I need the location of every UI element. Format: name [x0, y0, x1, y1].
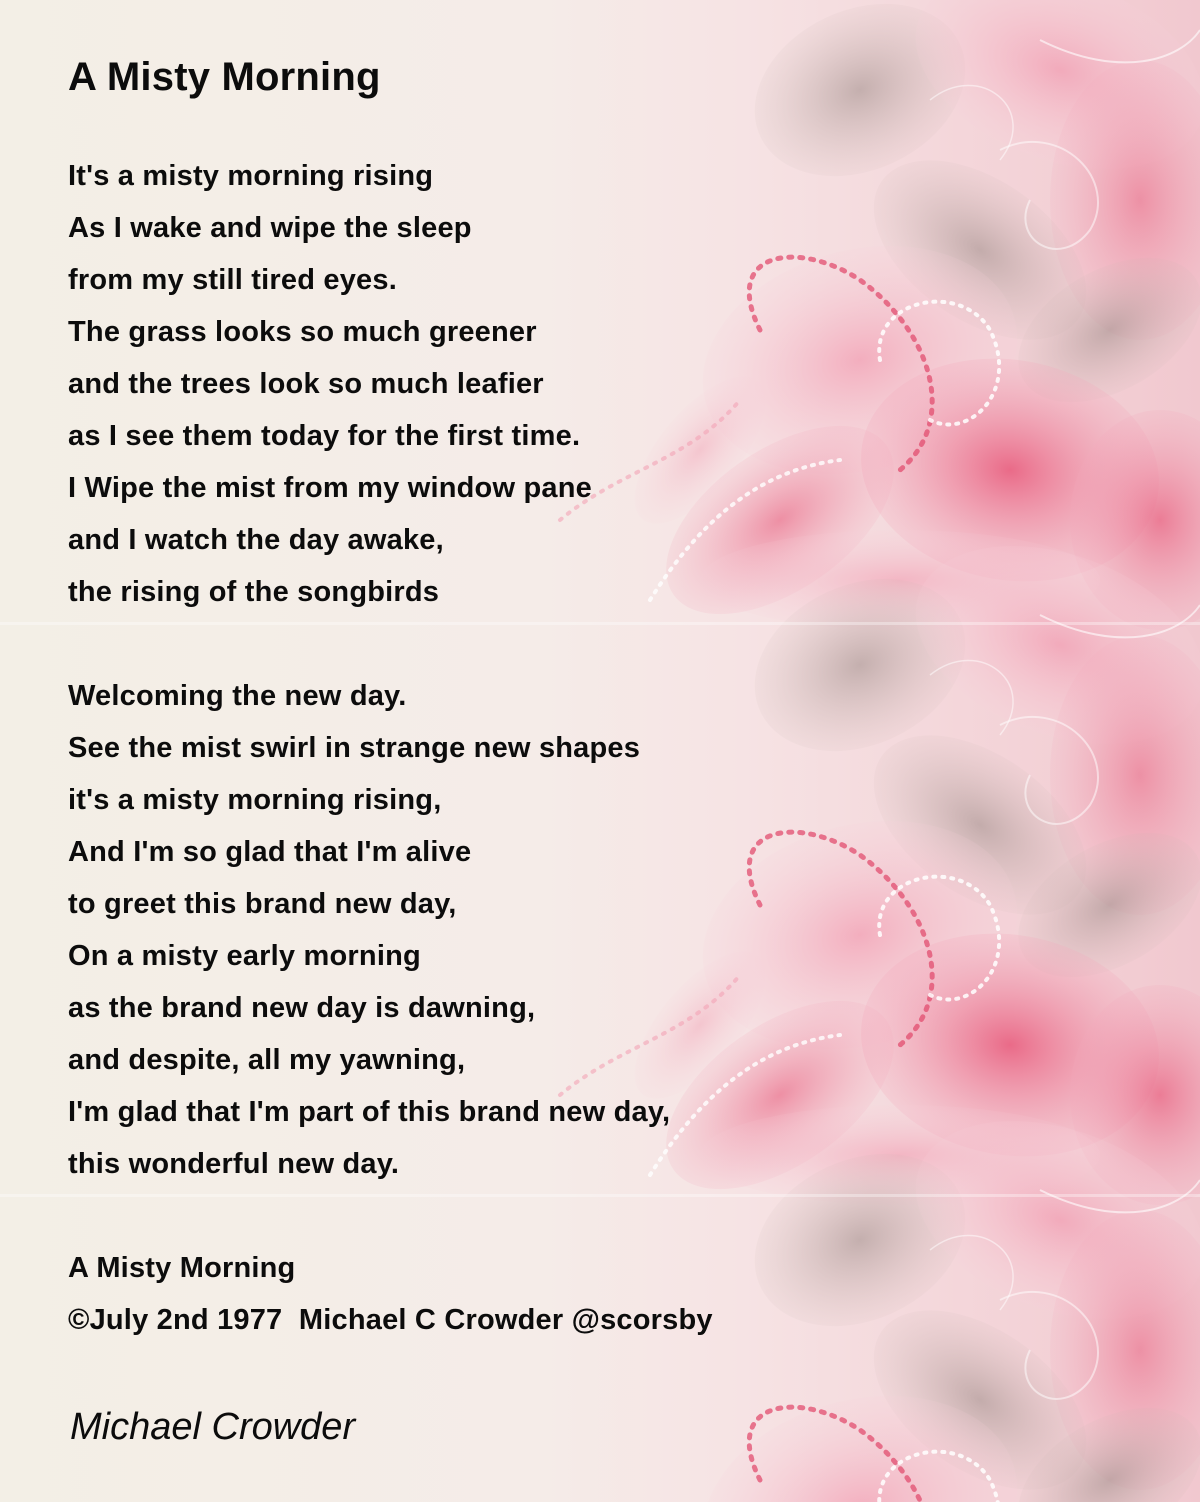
- copyright-line: ©July 2nd 1977 Michael C Crowder @scorsby: [68, 1304, 713, 1336]
- poem-line: On a misty early morning: [68, 940, 421, 972]
- poem-line: The grass looks so much greener: [68, 316, 537, 348]
- poem-line: as I see them today for the first time.: [68, 420, 581, 452]
- stanza-1: [68, 150, 592, 618]
- poem-line: this wonderful new day.: [68, 1148, 400, 1180]
- author-signature: Michael Crowder: [70, 1406, 356, 1448]
- poem-line: from my still tired eyes.: [68, 264, 397, 296]
- poem-line: Welcoming the new day.: [68, 680, 407, 712]
- stanza-3-credit: [68, 1242, 713, 1346]
- poem-line: as the brand new day is dawning,: [68, 992, 536, 1024]
- poem-line: A Misty Morning: [68, 1252, 296, 1284]
- poem-line: it's a misty morning rising,: [68, 784, 442, 816]
- poem-line: As I wake and wipe the sleep: [68, 212, 472, 244]
- poem-line: and despite, all my yawning,: [68, 1044, 466, 1076]
- poem-line: See the mist swirl in strange new shapes: [68, 732, 641, 764]
- poem-line: to greet this brand new day,: [68, 888, 457, 920]
- poem-line: and I watch the day awake,: [68, 524, 444, 556]
- poem-line: I Wipe the mist from my window pane: [68, 472, 592, 504]
- poem-line: I'm glad that I'm part of this brand new day,: [68, 1096, 671, 1128]
- stanza-2: [68, 670, 670, 1190]
- poem-line: and the trees look so much leafier: [68, 368, 544, 400]
- poem-line: It's a misty morning rising: [68, 160, 434, 192]
- poem-line: the rising of the songbirds: [68, 576, 440, 608]
- poem-title: A Misty Morning: [68, 55, 381, 99]
- poem-line: And I'm so glad that I'm alive: [68, 836, 472, 868]
